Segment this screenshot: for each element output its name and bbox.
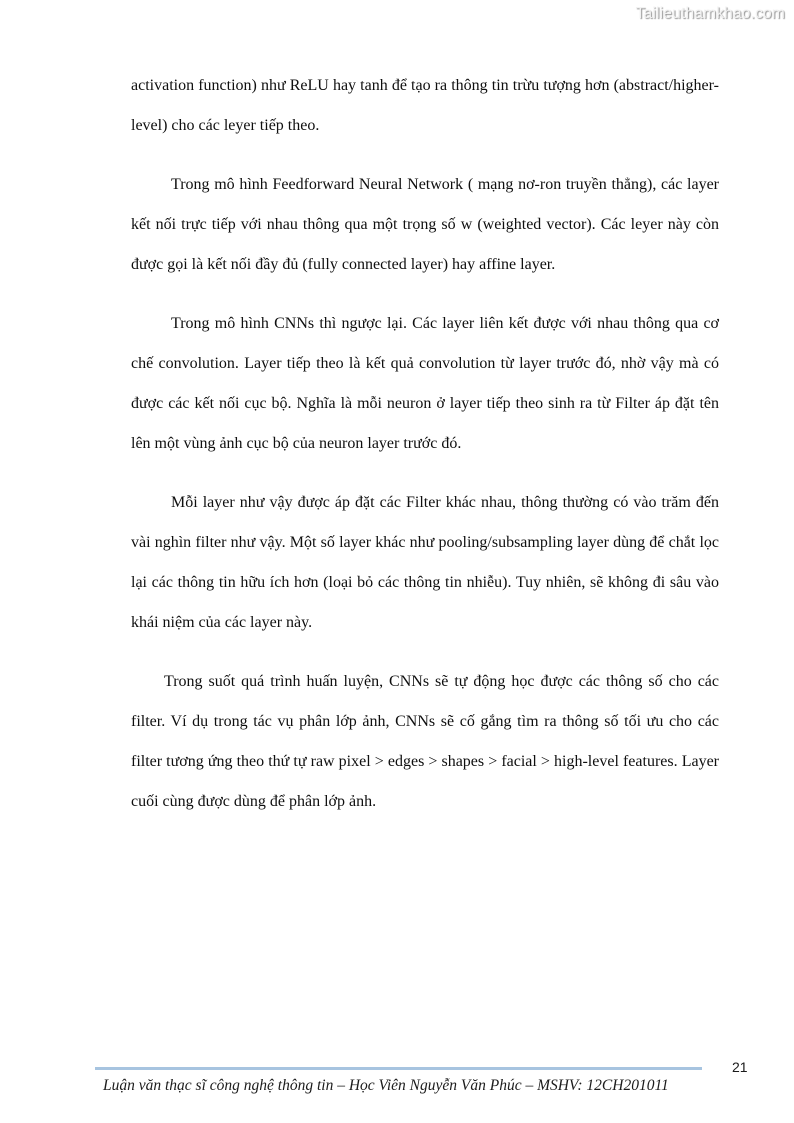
document-body <box>131 0 719 841</box>
footer-divider-line <box>95 1067 702 1070</box>
page-number: 21 <box>732 1059 748 1075</box>
footer-thesis-info: Luận văn thạc sĩ công nghệ thông tin – Học Viên Nguyễn Văn Phúc – MSHV: 12CH201011 <box>103 1077 669 1094</box>
watermark-site-name: Tailieuthamkhao.com <box>635 5 785 22</box>
paragraph: Trong mô hình Feedforward Neural Network ( mạng nơ-ron truyền thẳng), các layer kết nối trực tiếp với nhau thông qua một trọng số w (weighted vector). Các leyer này còn được gọi là kết nối đầy đủ (fully connected layer) hay affine layer. <box>131 176 719 273</box>
paragraph: Mỗi layer như vậy được áp đặt các Filter khác nhau, thông thường có vào trăm đến vài nghìn filter như vậy. Một số layer khác như pooling/subsampling layer dùng để chắt lọc lại các thông tin hữu ích hơn (loại bỏ các thông tin nhiễu). Tuy nhiên, sẽ không đi sâu vào khái niệm của các layer này. <box>131 494 719 631</box>
paragraph: Trong suốt quá trình huấn luyện, CNNs sẽ tự động học được các thông số cho các filter. Ví dụ trong tác vụ phân lớp ảnh, CNNs sẽ cố gắng tìm ra thông số tối ưu cho các filter tương ứng theo thứ tự raw pixel > edges > shapes > facial > high-level features. Layer cuối cùng được dùng để phân lớp ảnh. <box>131 673 719 810</box>
paragraph: Trong mô hình CNNs thì ngược lại. Các layer liên kết được với nhau thông qua cơ chế convolution. Layer tiếp theo là kết quả convolution từ layer trước đó, nhờ vậy mà có được các kết nối cục bộ. Nghĩa là mỗi neuron ở layer tiếp theo sinh ra từ Filter áp đặt tên lên một vùng ảnh cục bộ của neuron layer trước đó. <box>131 315 719 452</box>
paragraph: activation function) như ReLU hay tanh để tạo ra thông tin trừu tượng hơn (abstract/higher-level) cho các leyer tiếp theo. <box>131 77 719 134</box>
